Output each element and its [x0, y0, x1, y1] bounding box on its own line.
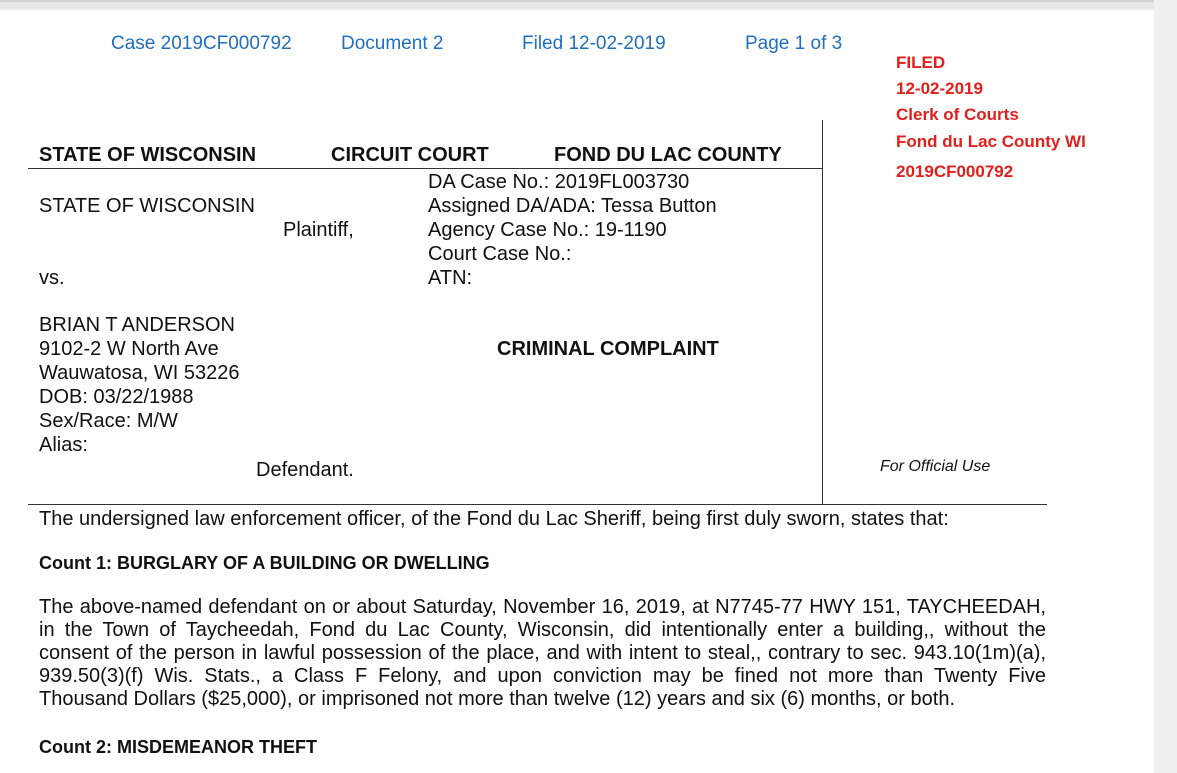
header-filed-date: Filed 12-02-2019 — [522, 33, 666, 54]
agency-case-number: Agency Case No.: 19-1190 — [428, 219, 667, 241]
defendant-address-line1: 9102-2 W North Ave — [39, 338, 219, 360]
stamp-filed: FILED — [896, 53, 946, 72]
da-case-number: DA Case No.: 2019FL003730 — [428, 171, 690, 193]
versus: vs. — [39, 267, 65, 289]
defendant-dob: DOB: 03/22/1988 — [39, 386, 194, 408]
header-document-number: Document 2 — [341, 33, 444, 54]
count2-heading: Count 2: MISDEMEANOR THEFT — [39, 737, 317, 757]
atn: ATN: — [428, 267, 473, 289]
document-title: CRIMINAL COMPLAINT — [497, 338, 719, 360]
defendant-name: BRIAN T ANDERSON — [39, 314, 235, 336]
defendant-address-line2: Wauwatosa, WI 53226 — [39, 362, 240, 384]
plaintiff-label: Plaintiff, — [283, 219, 354, 241]
caption-bottom-rule — [28, 504, 1047, 505]
defendant-sex-race: Sex/Race: M/W — [39, 410, 178, 432]
stamp-date: 12-02-2019 — [896, 79, 983, 98]
document-page — [0, 10, 1154, 773]
caption-top-rule — [28, 168, 822, 169]
stamp-case: 2019CF000792 — [896, 162, 1014, 181]
court-county: FOND DU LAC COUNTY — [554, 144, 782, 166]
court-name: CIRCUIT COURT — [331, 144, 489, 166]
assigned-da: Assigned DA/ADA: Tessa Button — [428, 195, 717, 217]
scrollbar-track[interactable] — [1154, 0, 1177, 773]
official-use-label: For Official Use — [880, 458, 991, 475]
stamp-county: Fond du Lac County WI — [896, 132, 1086, 151]
caption-vertical-rule — [822, 120, 823, 504]
window-top-border — [0, 0, 1177, 2]
defendant-label: Defendant. — [256, 459, 354, 481]
header-page-number: Page 1 of 3 — [745, 33, 843, 54]
stamp-clerk: Clerk of Courts — [896, 105, 1019, 124]
complaint-intro: The undersigned law enforcement officer, of the Fond du Lac Sheriff, being first duly sworn, states that: — [39, 508, 949, 530]
court-state: STATE OF WISCONSIN — [39, 144, 257, 166]
count1-text: The above-named defendant on or about Saturday, November 16, 2019, at N7745-77 HWY 151, TAYCHEEDAH, in the Town of Taycheedah, Fond du Lac County, Wisconsin, did intentionally enter a building,, without the consent of the person in lawful possession of the place, and with intent to steal,, contrary to sec. 943.10(1m)(a), 939.50(3)(f) Wis. Stats., a Class F Felony, and upon conviction may be fined not more than Twenty Five Thousand Dollars ($25,000), or imprisoned not more than twelve (12) years and six (6) months, or both. — [39, 596, 1046, 710]
defendant-alias: Alias: — [39, 434, 88, 456]
header-case-number: Case 2019CF000792 — [111, 33, 292, 54]
plaintiff-name: STATE OF WISCONSIN — [39, 195, 255, 217]
court-case-number: Court Case No.: — [428, 243, 572, 265]
count1-heading: Count 1: BURGLARY OF A BUILDING OR DWELLING — [39, 553, 490, 573]
